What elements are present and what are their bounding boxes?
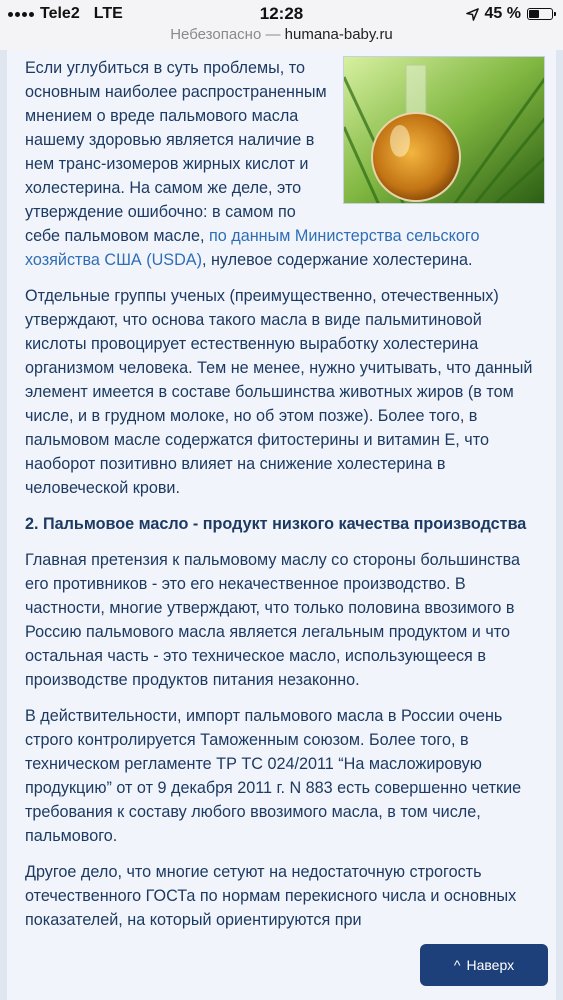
battery-icon [527, 8, 553, 20]
carrier: Tele2 [40, 5, 80, 22]
chevron-up-icon: ^ [453, 957, 461, 973]
paragraph-5: Другое дело, что многие сетуют на недостаточную строгость отечественного ГОСТа по нормам перекисного числа и основных показателей, на который ориентируются при [25, 863, 517, 929]
clock: 12:28 [259, 4, 304, 23]
battery-level [529, 10, 539, 18]
status-bar [0, 0, 563, 26]
insecure-label: Небезопасно — [170, 26, 281, 43]
paragraph-3: Главная претензия к пальмовому маслу со стороны большинства его противников - это его некачественное производство. В частности, многие утверждают, что только половина ввозимого в Россию пальмового масла является легальным продуктом и что остальная часть - это техническое масло, использующееся в производстве продуктов питания незаконно. [25, 551, 521, 689]
paragraph-1-text-a: Если углубиться в суть проблемы, то основным наиболее распространенным мнением о вреде пальмового масла нашему здоровью является наличие в нем транс-изомеров жирных кислот и холестерина. На самом же деле, это утверждение ошибочно: в самом по себе пальмовом масле, [25, 59, 327, 245]
flask-illustration [344, 57, 545, 204]
usda-link[interactable]: по данным Министерства сельского хозяйства США (USDA) [25, 227, 480, 269]
page-content [0, 50, 563, 1000]
location-arrow-icon [466, 8, 479, 21]
palm-oil-flask-image [343, 56, 545, 204]
section-heading-2: 2. Пальмовое масло - продукт низкого качества производства [25, 515, 527, 533]
status-right [466, 5, 553, 23]
paragraph-2: Отдельные группы ученых (преимущественно, отечественных) утверждают, что основа такого масла в виде пальмитиновой кислоты провоцирует естественную выработку холестерина организмом человека. Тем не менее, нужно учитывать, что данный элемент имеется в составе большинства животных жиров (в том числе, и в грудном молоке, но об этом позже). Более того, в пальмовом масле содержатся фитостерины и витамин Е, что наоборот позитивно влияет на снижение холестерина в человеческой крови. [25, 287, 533, 497]
scroll-to-top-button[interactable] [420, 944, 548, 986]
address-bar[interactable] [0, 26, 563, 50]
paragraph-1-text-b: , нулевое содержание холестерина. [201, 251, 473, 269]
paragraph-4: В действительности, импорт пальмового масла в России очень строго контролируется Таможенным союзом. Более того, в техническом регламенте ТР ТС 024/2011 “На масложировую продукцию” от от 9 декабря 2011 г. N 883 есть совершенно четкие требования к составу любого ввозимого масла, в том числе, пальмового. [25, 707, 522, 845]
network-type: LTE [93, 5, 123, 22]
article [25, 56, 545, 944]
battery-percent: 45 % [484, 5, 521, 22]
scroll-to-top-label: Наверх [466, 957, 515, 973]
host-name: humana-baby.ru [284, 26, 393, 43]
